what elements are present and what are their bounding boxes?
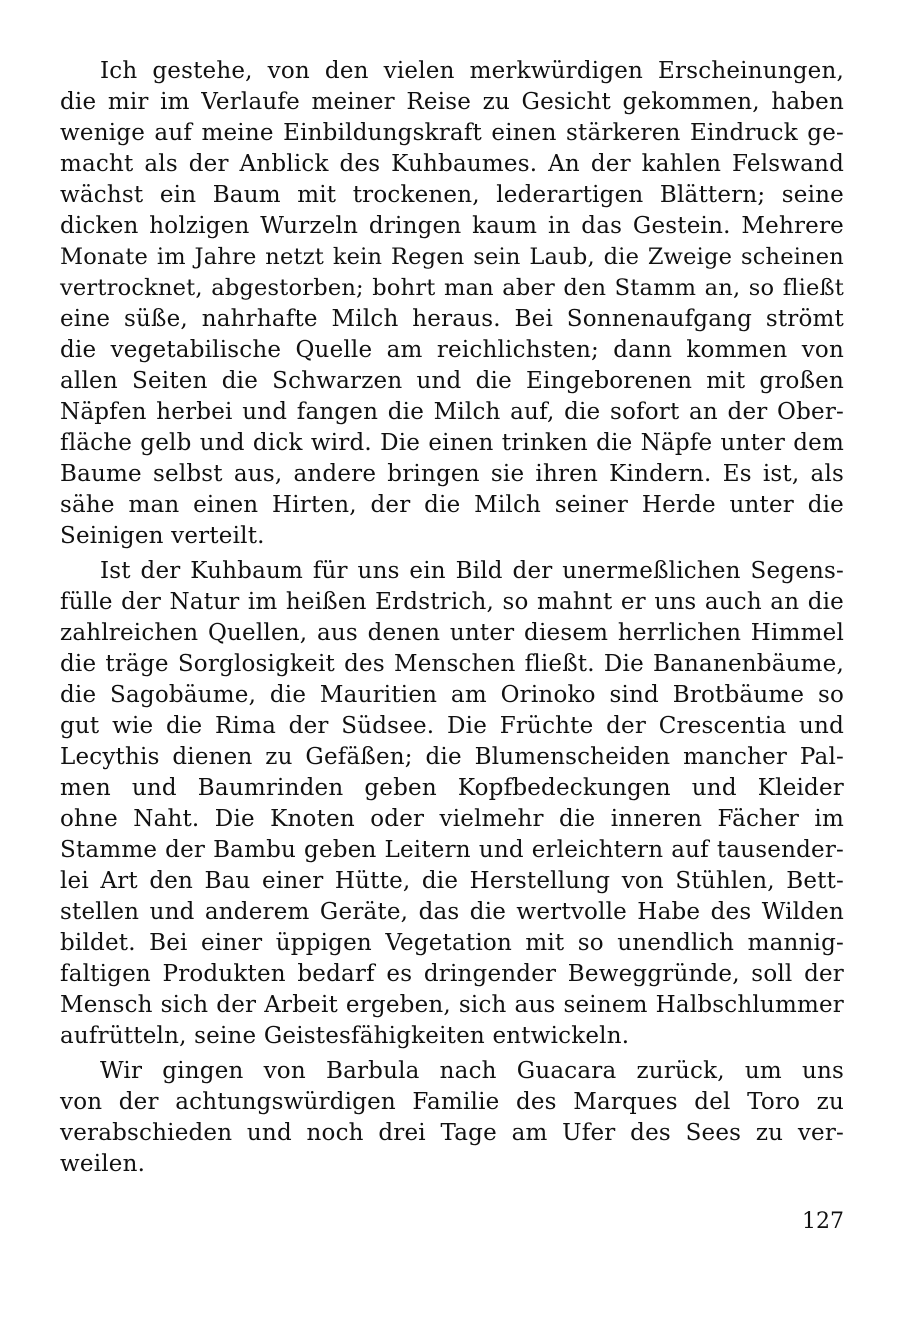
text-line: macht als der Anblick des Kuhbaumes. An der kahlen Felswand (60, 151, 844, 177)
text-line: Wir gingen von Barbula nach Guacara zurück, um uns (100, 1058, 844, 1084)
text-line: aufrütteln, seine Geistesfähigkeiten entwickeln. (60, 1023, 630, 1049)
text-line: gut wie die Rima der Südsee. Die Früchte der Crescentia und (60, 713, 844, 739)
text-line: Lecythis dienen zu Gefäßen; die Blumenscheiden mancher Pal- (60, 744, 844, 770)
text-line: Baume selbst aus, andere bringen sie ihren Kindern. Es ist, als (60, 461, 844, 487)
text-line: von der achtungswürdigen Familie des Marques del Toro zu (60, 1089, 844, 1115)
text-line: die Sagobäume, die Mauritien am Orinoko sind Brotbäume so (60, 682, 844, 708)
text-line: verabschieden und noch drei Tage am Ufer des Sees zu ver- (60, 1120, 844, 1146)
text-line: Mensch sich der Arbeit ergeben, sich aus seinem Halbschlummer (60, 992, 844, 1018)
text-line: die vegetabilische Quelle am reichlichsten; dann kommen von (60, 337, 844, 363)
text-line: Näpfen herbei und fangen die Milch auf, die sofort an der Ober- (60, 399, 844, 425)
text-line: weilen. (60, 1151, 146, 1177)
text-line: lei Art den Bau einer Hütte, die Herstellung von Stühlen, Bett- (60, 868, 844, 894)
text-line: fläche gelb und dick wird. Die einen trinken die Näpfe unter dem (60, 430, 844, 456)
text-line: Stamme der Bambu geben Leitern und erleichtern auf tausender- (60, 837, 844, 863)
text-line: faltigen Produkten bedarf es dringender Beweggründe, soll der (60, 961, 844, 987)
text-line: die träge Sorglosigkeit des Menschen fließt. Die Bananenbäume, (60, 651, 844, 677)
text-line: zahlreichen Quellen, aus denen unter diesem herrlichen Himmel (60, 620, 844, 646)
text-line: Ist der Kuhbaum für uns ein Bild der unermeßlichen Segens- (100, 558, 844, 584)
text-line: die mir im Verlaufe meiner Reise zu Gesicht gekommen, haben (60, 89, 844, 115)
text-line: eine süße, nahrhafte Milch heraus. Bei Sonnenaufgang strömt (60, 306, 844, 332)
text-line: ohne Naht. Die Knoten oder vielmehr die inneren Fächer im (60, 806, 844, 832)
text-line: bildet. Bei einer üppigen Vegetation mit so unendlich mannig- (60, 930, 844, 956)
text-line: vertrocknet, abgestorben; bohrt man aber den Stamm an, so fließt (60, 275, 844, 301)
text-line: Monate im Jahre netzt kein Regen sein Laub, die Zweige scheinen (60, 244, 844, 270)
text-line: stellen und anderem Geräte, das die wertvolle Habe des Wilden (60, 899, 844, 925)
page-number: 127 (802, 1209, 844, 1234)
text-line: sähe man einen Hirten, der die Milch seiner Herde unter die (60, 492, 844, 518)
text-line: fülle der Natur im heißen Erdstrich, so mahnt er uns auch an die (60, 589, 844, 615)
text-line: dicken holzigen Wurzeln dringen kaum in das Gestein. Mehrere (60, 213, 844, 239)
text-line: wächst ein Baum mit trockenen, lederartigen Blättern; seine (60, 182, 844, 208)
text-line: men und Baumrinden geben Kopfbedeckungen und Kleider (60, 775, 844, 801)
text-line: Seinigen verteilt. (60, 523, 265, 549)
text-line: allen Seiten die Schwarzen und die Eingeborenen mit großen (60, 368, 844, 394)
text-line: Ich gestehe, von den vielen merkwürdigen Erscheinungen, (100, 58, 844, 84)
text-line: wenige auf meine Einbildungskraft einen stärkeren Eindruck ge- (60, 120, 844, 146)
